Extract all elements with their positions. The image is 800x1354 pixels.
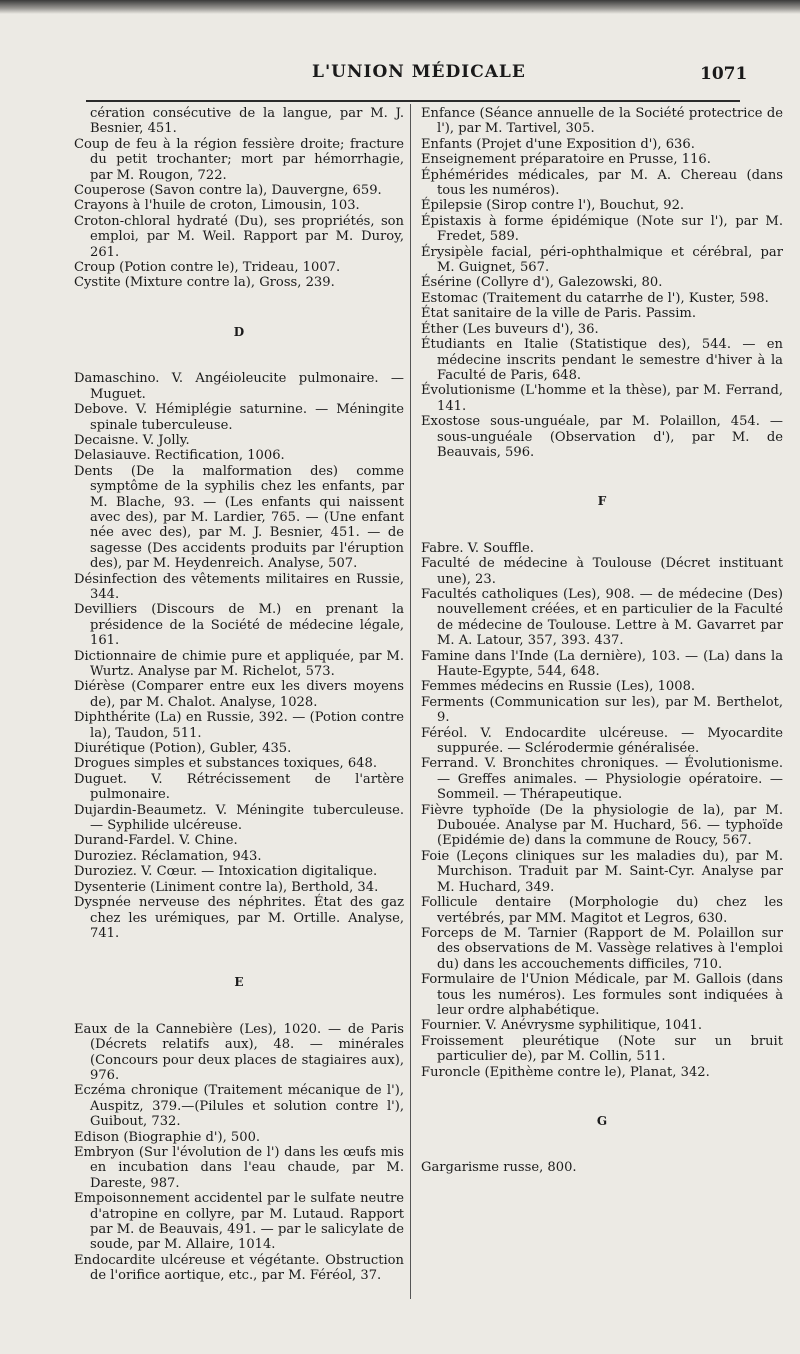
- index-entry: Exostose sous-unguéale, par M. Polaillon, 454. — sous-unguéale (Observation d'), par M. de Beauvais, 596.: [421, 414, 783, 460]
- index-entry: Cystite (Mixture contre la), Gross, 239.: [74, 275, 335, 291]
- index-entry: Enfants (Projet d'une Exposition d'), 636.: [421, 136, 695, 152]
- index-entry: Ferments (Communication sur les), par M. Berthelot, 9.: [421, 694, 783, 726]
- index-entry: Diphthérite (La) en Russie, 392. — (Potion contre la), Taudon, 511.: [74, 710, 404, 741]
- index-entry: Facultés catholiques (Les), 908. — de médecine (Des) nouvellement créées, et en particulier de la Faculté de médecine de Toulouse. Lettre à M. Gavarret par M. A. Latour, 357, 393. 437.: [421, 586, 783, 649]
- index-entry: Fièvre typhoïde (De la physiologie de la), par M. Dubouée. Analyse par M. Huchard, 56. — typhoïde (Epidémie de) dans la commune de Roucy, 567.: [421, 802, 783, 849]
- index-entry: Éther (Les buveurs d'), 36.: [421, 321, 599, 337]
- index-entry: Eczéma chronique (Traitement mécanique de l'), Auspitz, 379.—(Pilules et solution contre l'), Guibout, 732.: [74, 1083, 404, 1130]
- index-entry: Formulaire de l'Union Médicale, par M. Gallois (dans tous les numéros). Les formules sont indiquées à leur ordre alphabétique.: [421, 972, 783, 1018]
- index-entry: Estomac (Traitement du catarrhe de l'), Kuster, 598.: [421, 290, 769, 306]
- index-entry: Érysipèle facial, péri-ophthalmique et cérébral, par M. Guignet, 567.: [421, 244, 783, 276]
- index-entry: Duguet. V. Rétrécissement de l'artère pulmonaire.: [74, 771, 404, 803]
- index-entry: Endocardite ulcéreuse et végétante. Obstruction de l'orifice aortique, etc., par M. Féréol, 37.: [74, 1252, 404, 1284]
- index-entry: Faculté de médecine à Toulouse (Décret instituant une), 23.: [421, 556, 783, 587]
- index-entry: Fournier. V. Anévrysme syphilitique, 1041.: [421, 1018, 703, 1034]
- right-column: [421, 106, 783, 1176]
- entries-e-continued: [421, 106, 783, 460]
- index-entry: Femmes médecins en Russie (Les), 1008.: [421, 679, 696, 695]
- index-entry: Duroziez. Réclamation, 943.: [74, 848, 262, 864]
- index-entry: Debove. V. Hémiplégie saturnine. — Méningite spinale tuberculeuse.: [74, 402, 404, 433]
- index-entry: Crayons à l'huile de croton, Limousin, 103.: [74, 198, 360, 214]
- index-entry: Forceps de M. Tarnier (Rapport de M. Polaillon sur des observations de M. Vassège relatives à l'emploi du) dans les accouchements difficiles, 710.: [421, 925, 783, 972]
- index-entry: Évolutionisme (L'homme et la thèse), par M. Ferrand, 141.: [421, 383, 783, 414]
- column-separator: [410, 104, 411, 1299]
- index-entry: Famine dans l'Inde (La dernière), 103. — (La) dans la Haute-Egypte, 544, 648.: [421, 648, 783, 679]
- section-letter-d: D: [233, 324, 245, 339]
- index-entry: Duroziez. V. Cœur. — Intoxication digitalique.: [74, 864, 378, 880]
- index-entry: Froissement pleurétique (Note sur un bruit particulier de), par M. Collin, 511.: [421, 1033, 783, 1065]
- index-entry: Ésérine (Collyre d'), Galezowski, 80.: [421, 275, 663, 291]
- left-column: [74, 106, 404, 1284]
- index-entry: cération consécutive de la langue, par M. J. Besnier, 451.: [90, 106, 404, 137]
- index-entry: Épilepsie (Sirop contre l'), Bouchut, 92.: [421, 198, 685, 214]
- index-entry: Coup de feu à la région fessière droite; fracture du petit trochanter; mort par hémorrhagie, par M. Rougon, 722.: [74, 136, 404, 183]
- index-entry: Fabre. V. Souffle.: [421, 540, 534, 556]
- index-entry: Foie (Leçons cliniques sur les maladies du), par M. Murchison. Traduit par M. Saint-Cyr. Analyse par M. Huchard, 349.: [421, 848, 783, 895]
- index-entry: Gargarisme russe, 800.: [421, 1160, 577, 1176]
- entries-c-continued: [74, 106, 404, 291]
- section-letter-g: G: [596, 1113, 608, 1128]
- index-entry: Croup (Potion contre le), Trideau, 1007.: [74, 260, 341, 276]
- index-entry: Diurétique (Potion), Gubler, 435.: [74, 741, 292, 757]
- index-entry: Enfance (Séance annuelle de la Société protectrice de l'), par M. Tartivel, 305.: [421, 106, 783, 137]
- index-entry: État sanitaire de la ville de Paris. Passim.: [421, 306, 696, 322]
- index-entry: Épistaxis à forme épidémique (Note sur l'), par M. Fredet, 589.: [421, 213, 783, 245]
- scan-top-edge: [0, 0, 800, 14]
- page-header: [0, 58, 800, 88]
- index-entry: Damaschino. V. Angéioleucite pulmonaire. — Muguet.: [74, 371, 404, 402]
- index-entry: Decaisne. V. Jolly.: [74, 432, 190, 448]
- index-entry: Empoisonnement accidentel par le sulfate neutre d'atropine en collyre, par M. Lutaud. Rapport par M. de Beauvais, 491. — par le salicylate de soude, par M. Allaire, 1014.: [74, 1191, 404, 1253]
- index-entry: Dyspnée nerveuse des néphrites. État des gaz chez les urémiques, par M. Ortille. Analyse, 741.: [74, 895, 404, 941]
- index-entry: Durand-Fardel. V. Chine.: [74, 833, 238, 849]
- index-entry: Edison (Biographie d'), 500.: [74, 1129, 261, 1145]
- index-entry: Follicule dentaire (Morphologie du) chez les vertébrés, par MM. Magitot et Legros, 630.: [421, 895, 783, 926]
- index-entry: Delasiauve. Rectification, 1006.: [74, 448, 285, 464]
- header-rule: [86, 100, 740, 102]
- index-entry: Dysenterie (Liniment contre la), Berthold, 34.: [74, 879, 379, 895]
- index-entry: Couperose (Savon contre la), Dauvergne, 659.: [74, 183, 382, 199]
- index-entry: Enseignement préparatoire en Prusse, 116.: [421, 152, 711, 168]
- entries-d: [74, 371, 404, 941]
- index-entry: Désinfection des vêtements militaires en Russie, 344.: [74, 571, 404, 602]
- entries-e: [74, 1022, 404, 1284]
- index-entry: Dictionnaire de chimie pure et appliquée, par M. Wurtz. Analyse par M. Richelot, 573.: [74, 648, 404, 679]
- entries-f: [421, 541, 783, 1080]
- index-entry: Dujardin-Beaumetz. V. Méningite tuberculeuse. — Syphilide ulcéreuse.: [74, 802, 404, 834]
- index-entry: Croton-chloral hydraté (Du), ses propriétés, son emploi, par M. Weil. Rapport par M. Duroy, 261.: [74, 213, 404, 260]
- index-entry: Furoncle (Epithème contre le), Planat, 342.: [421, 1064, 710, 1080]
- index-entry: Étudiants en Italie (Statistique des), 544. — en médecine inscrits pendant le semestre d'hiver à la Faculté de Paris, 648.: [421, 337, 783, 383]
- journal-title: L'UNION MÉDICALE: [312, 62, 526, 82]
- index-entry: Diérèse (Comparer entre eux les divers moyens de), par M. Chalot. Analyse, 1028.: [74, 679, 404, 710]
- index-entry: Ferrand. V. Bronchites chroniques. — Évolutionisme. — Greffes animales. — Physiologie opératoire. — Sommeil. — Thérapeutique.: [421, 756, 783, 803]
- index-entry: Dents (De la malformation des) comme symptôme de la syphilis chez les enfants, par M. Blache, 93. — (Les enfants qui naissent avec des), par M. Lardier, 765. — (Une enfant née avec des), par M. J. Besnier, 451. — de sagesse (Des accidents produits par l'éruption des), par M. Heydenreich. Analyse, 507.: [74, 463, 404, 572]
- section-letter-e: E: [234, 975, 244, 990]
- section-letter-f: F: [597, 494, 607, 509]
- index-entry: Drogues simples et substances toxiques, 648.: [74, 756, 377, 772]
- page-number: 1071: [700, 64, 748, 84]
- index-entry: Devilliers (Discours de M.) en prenant la présidence de la Société de médecine légale, 161.: [74, 602, 404, 649]
- index-entry: Embryon (Sur l'évolution de l') dans les œufs mis en incubation dans l'eau chaude, par M. Dareste, 987.: [74, 1144, 404, 1191]
- entries-g: [421, 1160, 783, 1175]
- index-entry: Eaux de la Cannebière (Les), 1020. — de Paris (Décrets relatifs aux), 48. — minérales (Concours pour deux places de stagiaires aux), 976.: [74, 1021, 404, 1083]
- index-entry: Éphémérides médicales, par M. A. Chereau (dans tous les numéros).: [421, 167, 783, 199]
- index-entry: Féréol. V. Endocardite ulcéreuse. — Myocardite suppurée. — Sclérodermie généralisée.: [421, 725, 783, 757]
